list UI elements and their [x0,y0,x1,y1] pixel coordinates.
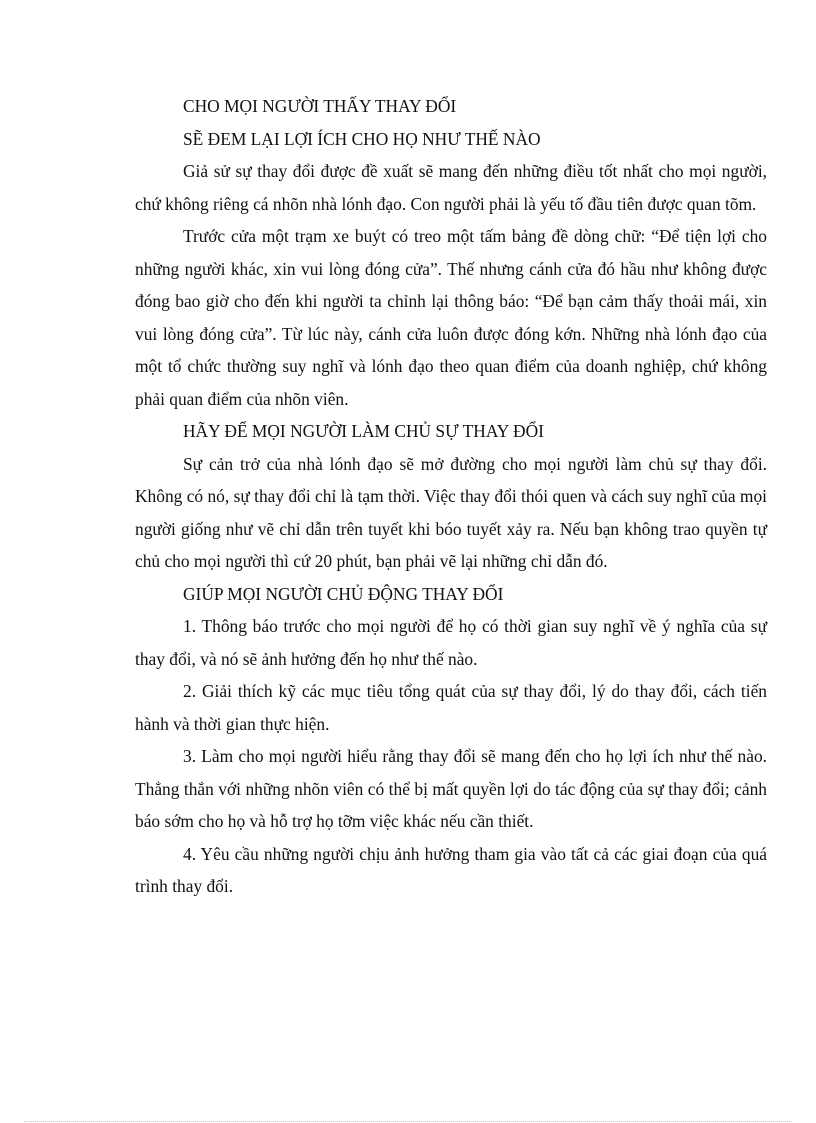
list-item: 2. Giải thích kỹ các mục tiêu tổng quát của sự thay đổi, lý do thay đổi, cách tiến hành và thời gian thực hiện. [135,681,767,734]
section-heading: GIÚP MỌI NGƯỜI CHỦ ĐỘNG THAY ĐỔI [183,583,504,604]
page-bottom-border [24,1121,792,1122]
section-heading: CHO MỌI NGƯỜI THẤY THAY ĐỔI [183,96,457,116]
document-page [135,90,767,903]
paragraph: Sự cản trở của nhà lónh đạo sẽ mở đường cho mọi người làm chủ sự thay đổi. Không có nó, sự thay đổi chỉ là tạm thời. Việc thay đổi thói quen và cách suy nghĩ của mọi người giống như vẽ chỉ dẫn trên tuyết khi bóo tuyết xảy ra. Nếu bạn không trao quyền tự chủ cho mọi người thì cứ 20 phút, bạn phải vẽ lại những chỉ dẫn đó. [135,453,767,571]
list-item: 1. Thông báo trước cho mọi người để họ có thời gian suy nghĩ về ý nghĩa của sự thay đổi, và nó sẽ ảnh hưởng đến họ như thế nào. [135,616,767,669]
section-heading: HÃY ĐỂ MỌI NGƯỜI LÀM CHỦ SỰ THAY ĐỔI [183,421,544,441]
list-item: 3. Làm cho mọi người hiểu rằng thay đổi sẽ mang đến cho họ lợi ích như thế nào. Thẳng thắn với những nhõn viên có thể bị mất quyền lợi do tác động của sự thay đổi; cảnh báo sớm cho họ và hỗ trợ họ tỡm việc khác nếu cần thiết. [135,746,767,831]
section-heading: SẼ ĐEM LẠI LỢI ÍCH CHO HỌ NHƯ THẾ NÀO [183,128,541,149]
list-item: 4. Yêu cầu những người chịu ảnh hưởng tham gia vào tất cả các giai đoạn của quá trình thay đổi. [135,843,767,896]
paragraph: Trước cửa một trạm xe buýt có treo một tấm bảng đề dòng chữ: “Để tiện lợi cho những người khác, xin vui lòng đóng cửa”. Thế nhưng cánh cửa đó hầu như không được đóng bao giờ cho đến khi người ta chỉnh lại thông báo: “Để bạn cảm thấy thoải mái, xin vui lòng đóng cửa”. Từ lúc này, cánh cửa luôn được đóng kớn. Những nhà lónh đạo của một tổ chức thường suy nghĩ và lónh đạo theo quan điểm của doanh nghiệp, chứ không phải quan điểm của nhõn viên. [135,226,767,409]
paragraph: Giả sử sự thay đổi được đề xuất sẽ mang đến những điều tốt nhất cho mọi người, chứ không riêng cá nhõn nhà lónh đạo. Con người phải là yếu tố đầu tiên được quan tõm. [135,161,767,214]
